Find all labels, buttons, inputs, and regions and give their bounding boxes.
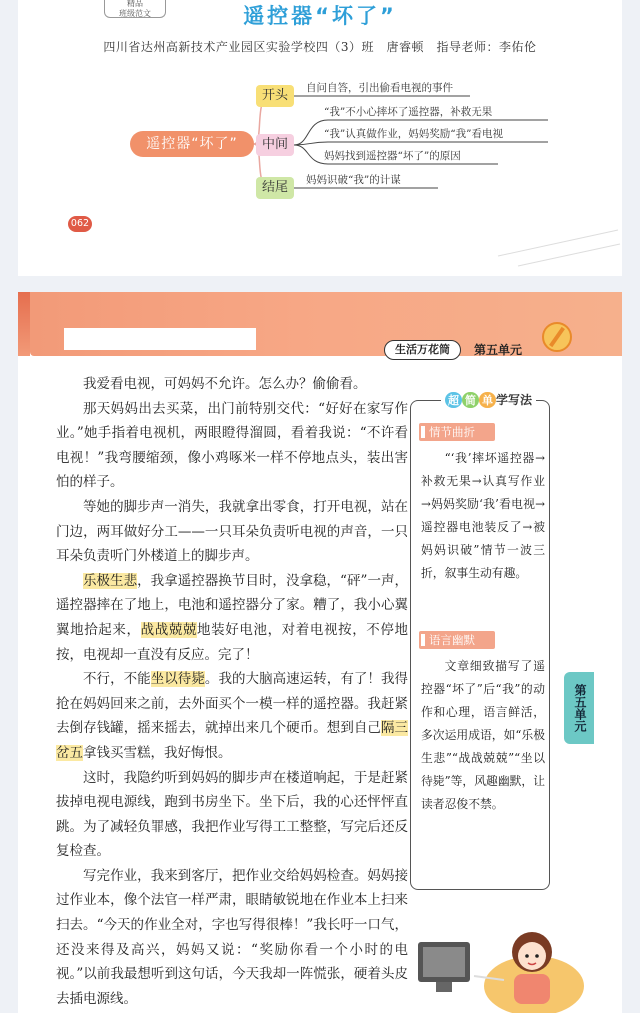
body-paragraph [56, 766, 408, 864]
mindmap-branch-middle: 中间 [256, 134, 294, 156]
section-tag-line2: 班级范文 [119, 9, 151, 18]
tips-badge: 超 [445, 392, 462, 408]
highlighted-idiom: 战战兢兢 [140, 621, 198, 638]
page-curl-line-2 [518, 244, 620, 266]
text-segment: 等她的脚步声一消失，我就拿出零食，打开电视，站在门边，两耳做好分工——一只耳朵负责听电视的声音，一只耳朵负责听门外楼道上的脚步声。 [56, 498, 408, 565]
text-segment: ，我拿遥控器换节目时，没拿稳，“砰”一声，遥控器摔在了地上，电池和遥控器分了家。糟了，我小心翼翼地拾起来， [56, 572, 409, 638]
tips-section-text: “‘我’摔坏遥控器→补救无果→认真写作业→妈妈奖励‘我’看电视→遥控器电池装反了→被妈妈识破”情节一波三折，叙事生动有趣。 [421, 451, 545, 580]
body-paragraph [56, 569, 408, 667]
mindmap-leaf: 自问自答，引出偷看电视的事件 [306, 82, 453, 94]
tips-section-text: 文章细致描写了遥控器“坏了”后“我”的动作和心理，语言鲜活，多次运用成语，如“乐极生悲”“战战兢兢”“坐以待毙”等，风趣幽默，让读者忍俊不禁。 [421, 659, 546, 811]
body-paragraph [56, 495, 408, 569]
article-body [56, 372, 408, 1011]
highlighted-idiom: 坐以待毙 [150, 671, 205, 688]
mindmap-leaf: 妈妈识破“我”的计谋 [306, 174, 401, 186]
highlighted-idiom: 隔三岔五 [56, 720, 409, 761]
text-segment: 那天妈妈出去买菜，出门前特别交代：“好好在家写作业。”她手指着电视机，两眼瞪得溜圆，看着我说：“不许看电视！”我弯腰缩颈，像小鸡啄米一样不停地点头，装出害怕的样子。 [56, 400, 408, 491]
tips-section-title: 语言幽默 [419, 631, 495, 649]
text-segment: 这时，我隐约听到妈妈的脚步声在楼道响起，于是赶紧拔掉电视电源线，跑到书房坐下。坐下后，我的心还怦怦直跳。为了减轻负罪感，我把作业写得工工整整，写完后还反复检查。 [56, 769, 408, 860]
page-curl-line [498, 230, 618, 256]
unit-label: 第五单元 [474, 343, 523, 357]
text-segment: 拿钱买雪糕，我好悔恨。 [83, 744, 232, 761]
writing-tips-box [410, 393, 550, 890]
previous-page [18, 0, 622, 276]
mindmap-leaf: 妈妈找到遥控器“坏了”的原因 [324, 150, 461, 162]
mindmap-branch-opening: 开头 [256, 85, 294, 107]
author-line: 四川省达州高新技术产业园区实验学校四（3）班 唐睿顿 指导老师：李佑伦 [103, 40, 537, 54]
body-paragraph [56, 397, 408, 495]
mindmap-root: 遥控器“坏了” [130, 131, 254, 157]
text-segment: 地装好电池，对着电视按，不停地按，电视却一直没有反应。完了！ [56, 621, 409, 663]
section-tag-line1: 精品 [127, 0, 143, 8]
orange-slice-icon [542, 322, 572, 352]
unit-theme-pill: 生活万花筒 [384, 340, 461, 360]
text-segment: 不行，不能 [83, 671, 151, 688]
mindmap-branch-ending: 结尾 [256, 177, 294, 199]
redacted-bar [64, 328, 256, 350]
current-page [18, 292, 622, 1013]
page-number: 062 [68, 216, 92, 232]
mindmap-leaf: “我”认真做作业，妈妈奖励“我”看电视 [324, 128, 503, 140]
body-paragraph [56, 667, 408, 765]
article-title: 遥控器“坏了” [243, 4, 397, 28]
text-segment: 。我的大脑高速运转，有了！我得抢在妈妈回来之前，去外面买个一模一样的遥控器。我赶紧去倒存钱罐，摇来摇去，就掉出来几个硬币。想到自己 [56, 671, 409, 737]
unit-side-tab: 第五单元 [564, 672, 594, 744]
mindmap-connectors [18, 0, 622, 276]
body-paragraph [56, 864, 408, 1012]
girl-watching-tv-illustration [414, 916, 590, 1013]
tips-heading-text: 学写法 [496, 393, 533, 407]
tips-badge: 简 [462, 392, 479, 408]
tips-badge: 单 [479, 392, 496, 408]
body-paragraph [56, 372, 408, 397]
tips-section-title: 情节曲折 [419, 423, 495, 441]
tips-heading [441, 391, 536, 408]
text-segment: 我爱看电视，可妈妈不允许。怎么办？偷偷看。 [83, 376, 367, 392]
underline-b2-l2 [294, 142, 548, 145]
text-segment: 写完作业，我来到客厅，把作业交给妈妈检查。妈妈接过作业本，像个法官一样严肃，眼睛敏锐地在作业本上扫来扫去。“今天的作业全对，字也写得很棒！”我长吁一口气，还没来得及高兴，妈妈又说：“奖励你看一个小时的电视。”以前我最想听到这句话，今天我却一阵慌张，硬着头皮去插电源线。 [56, 867, 408, 1007]
highlighted-idiom: 乐极生悲 [83, 572, 138, 589]
mindmap-leaf: “我”不小心摔坏了遥控器，补救无果 [324, 106, 493, 118]
banner-edge [18, 292, 30, 356]
